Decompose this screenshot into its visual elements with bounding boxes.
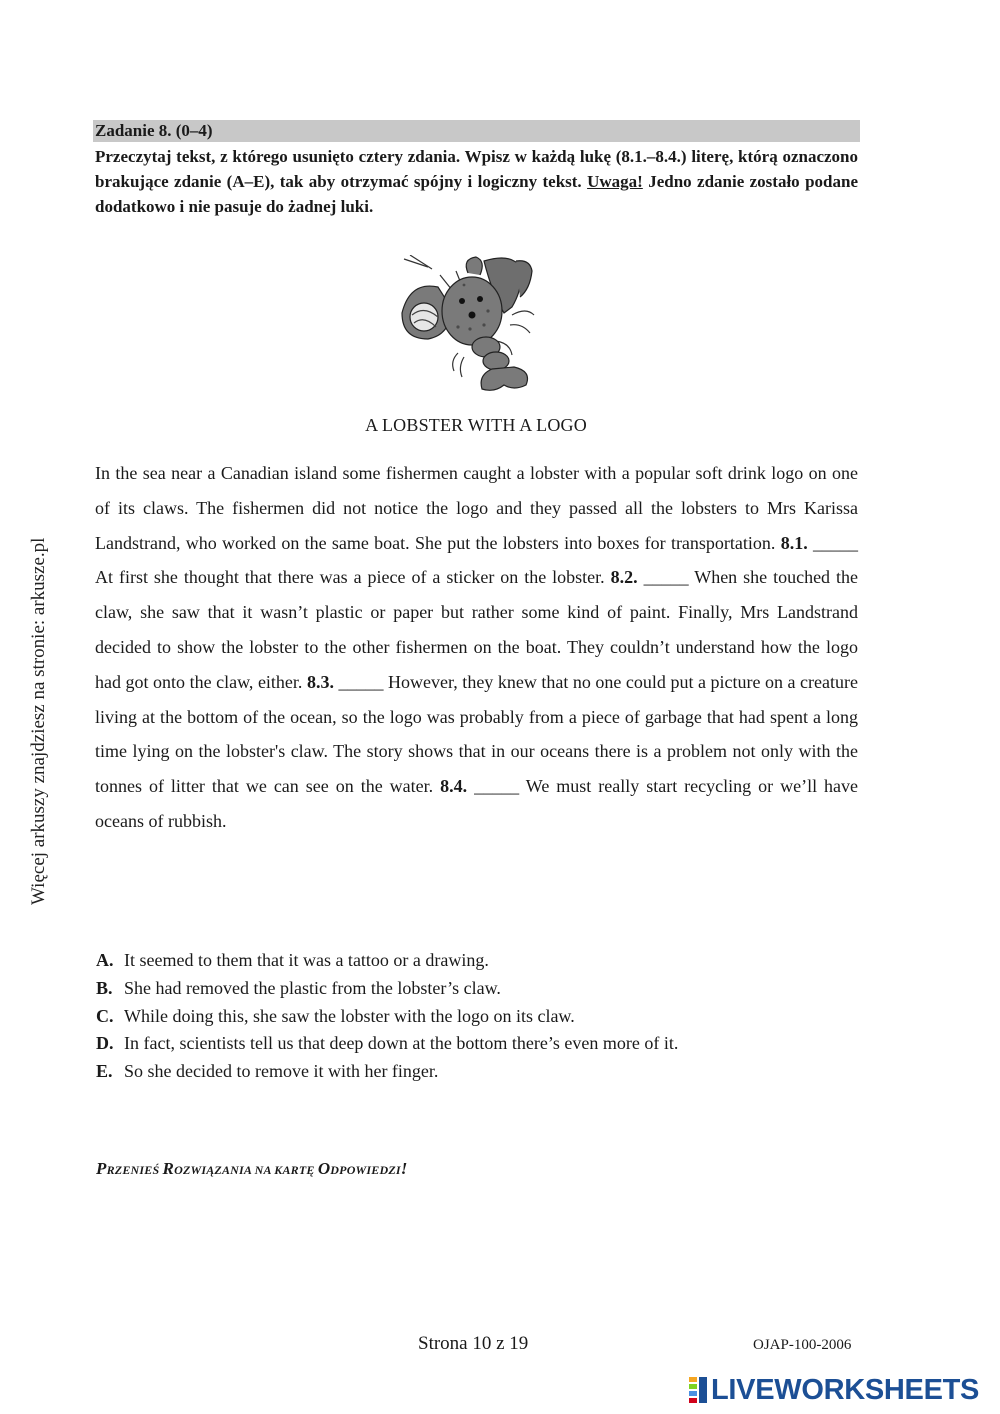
story-part-1: In the sea near a Canadian island some fishermen caught a lobster with a popular soft drink logo on one of its claws. The fishermen did not notice the logo and they passed all the lobsters to Mrs Karissa Landstrand, who worked on the same boat. She put the lobsters into boxes for transportation. [95, 463, 858, 553]
task-instructions [95, 144, 858, 219]
lobster-illustration [398, 255, 558, 395]
answer-options [96, 947, 866, 1086]
option-letter: A. [96, 950, 114, 970]
option-e [96, 1058, 866, 1086]
option-letter: D. [96, 1033, 114, 1054]
note-text: Jedno zdanie zostało podane dodatkowo i nie pasuje do żadnej luki. [95, 172, 858, 216]
gap-label-8-3: 8.3. [306, 671, 334, 692]
option-letter: E. [96, 1061, 113, 1082]
exam-code: OJAP-100-2006 [753, 1337, 852, 1353]
task-header: Zadanie 8. (0–4) [93, 120, 860, 142]
liveworksheets-logo-icon [689, 1377, 707, 1403]
gap-label-8-4: 8.4. [440, 776, 468, 797]
story-part-3: When she touched the claw, she saw that it wasn’t plastic or paper but rather some kind of paint. Finally, Mrs Landstrand decided to show the lobster to the other fishermen on the boat. They couldn’t understand how the logo had got onto the claw, either. [95, 567, 858, 692]
story-text [95, 456, 858, 839]
story-part-2: At first she thought that there was a piece of a sticker on the lobster. [95, 567, 605, 588]
gap-label-8-2: 8.2. [610, 567, 638, 588]
liveworksheets-brand[interactable] [689, 1373, 979, 1407]
instruction-text: Przeczytaj tekst, z którego usunięto cztery zdania. Wpisz w każdą lukę (8.1.–8.4.) literę, którą oznaczono brakujące zdanie (A–E), tak aby otrzymać spójny i logiczny tekst. [95, 147, 858, 191]
option-text: It seemed to them that it was a tattoo or a drawing. [124, 950, 489, 970]
brand-text: LIVEWORKSHEETS [711, 1373, 980, 1406]
option-text: While doing this, she saw the lobster with the logo on its claw. [124, 1005, 575, 1026]
gap-label-8-1: 8.1. [780, 532, 808, 553]
option-c [96, 1003, 866, 1031]
story-part-4: However, they knew that no one could put a picture on a creature living at the bottom of the ocean, so the logo was probably from a piece of garbage that had spent a long time lying on the lobster's claw. The story shows that in our oceans there is a problem not only with the tonnes of litter that we can see on the water. [95, 671, 858, 797]
option-a [96, 947, 866, 975]
gap-blank-8-1[interactable]: _____ [813, 532, 859, 553]
page-number: Strona 10 z 19 [418, 1333, 529, 1354]
option-text: In fact, scientists tell us that deep down at the bottom there’s even more of it. [124, 1033, 679, 1054]
story-part-5: We must really start recycling or we’ll have oceans of rubbish. [95, 776, 859, 831]
option-d [96, 1030, 866, 1058]
gap-blank-8-3[interactable]: _____ [338, 671, 384, 692]
note-label: Uwaga! [587, 172, 643, 191]
transfer-instruction: PRZENIEŚ ROZWIĄZANIA NA KARTĘ ODPOWIEDZI! [96, 1159, 408, 1178]
gap-blank-8-2[interactable]: _____ [643, 567, 689, 588]
option-text: So she decided to remove it with her finger. [124, 1061, 439, 1082]
story-title: A LOBSTER WITH A LOGO [365, 415, 587, 435]
option-text: She had removed the plastic from the lobster’s claw. [124, 977, 501, 998]
option-letter: C. [96, 1005, 114, 1026]
option-letter: B. [96, 977, 113, 998]
side-note: Więcej arkuszy znajdziesz na stronie: arkusze.pl [28, 537, 49, 905]
gap-blank-8-4[interactable]: _____ [474, 776, 520, 797]
option-b [96, 975, 866, 1003]
